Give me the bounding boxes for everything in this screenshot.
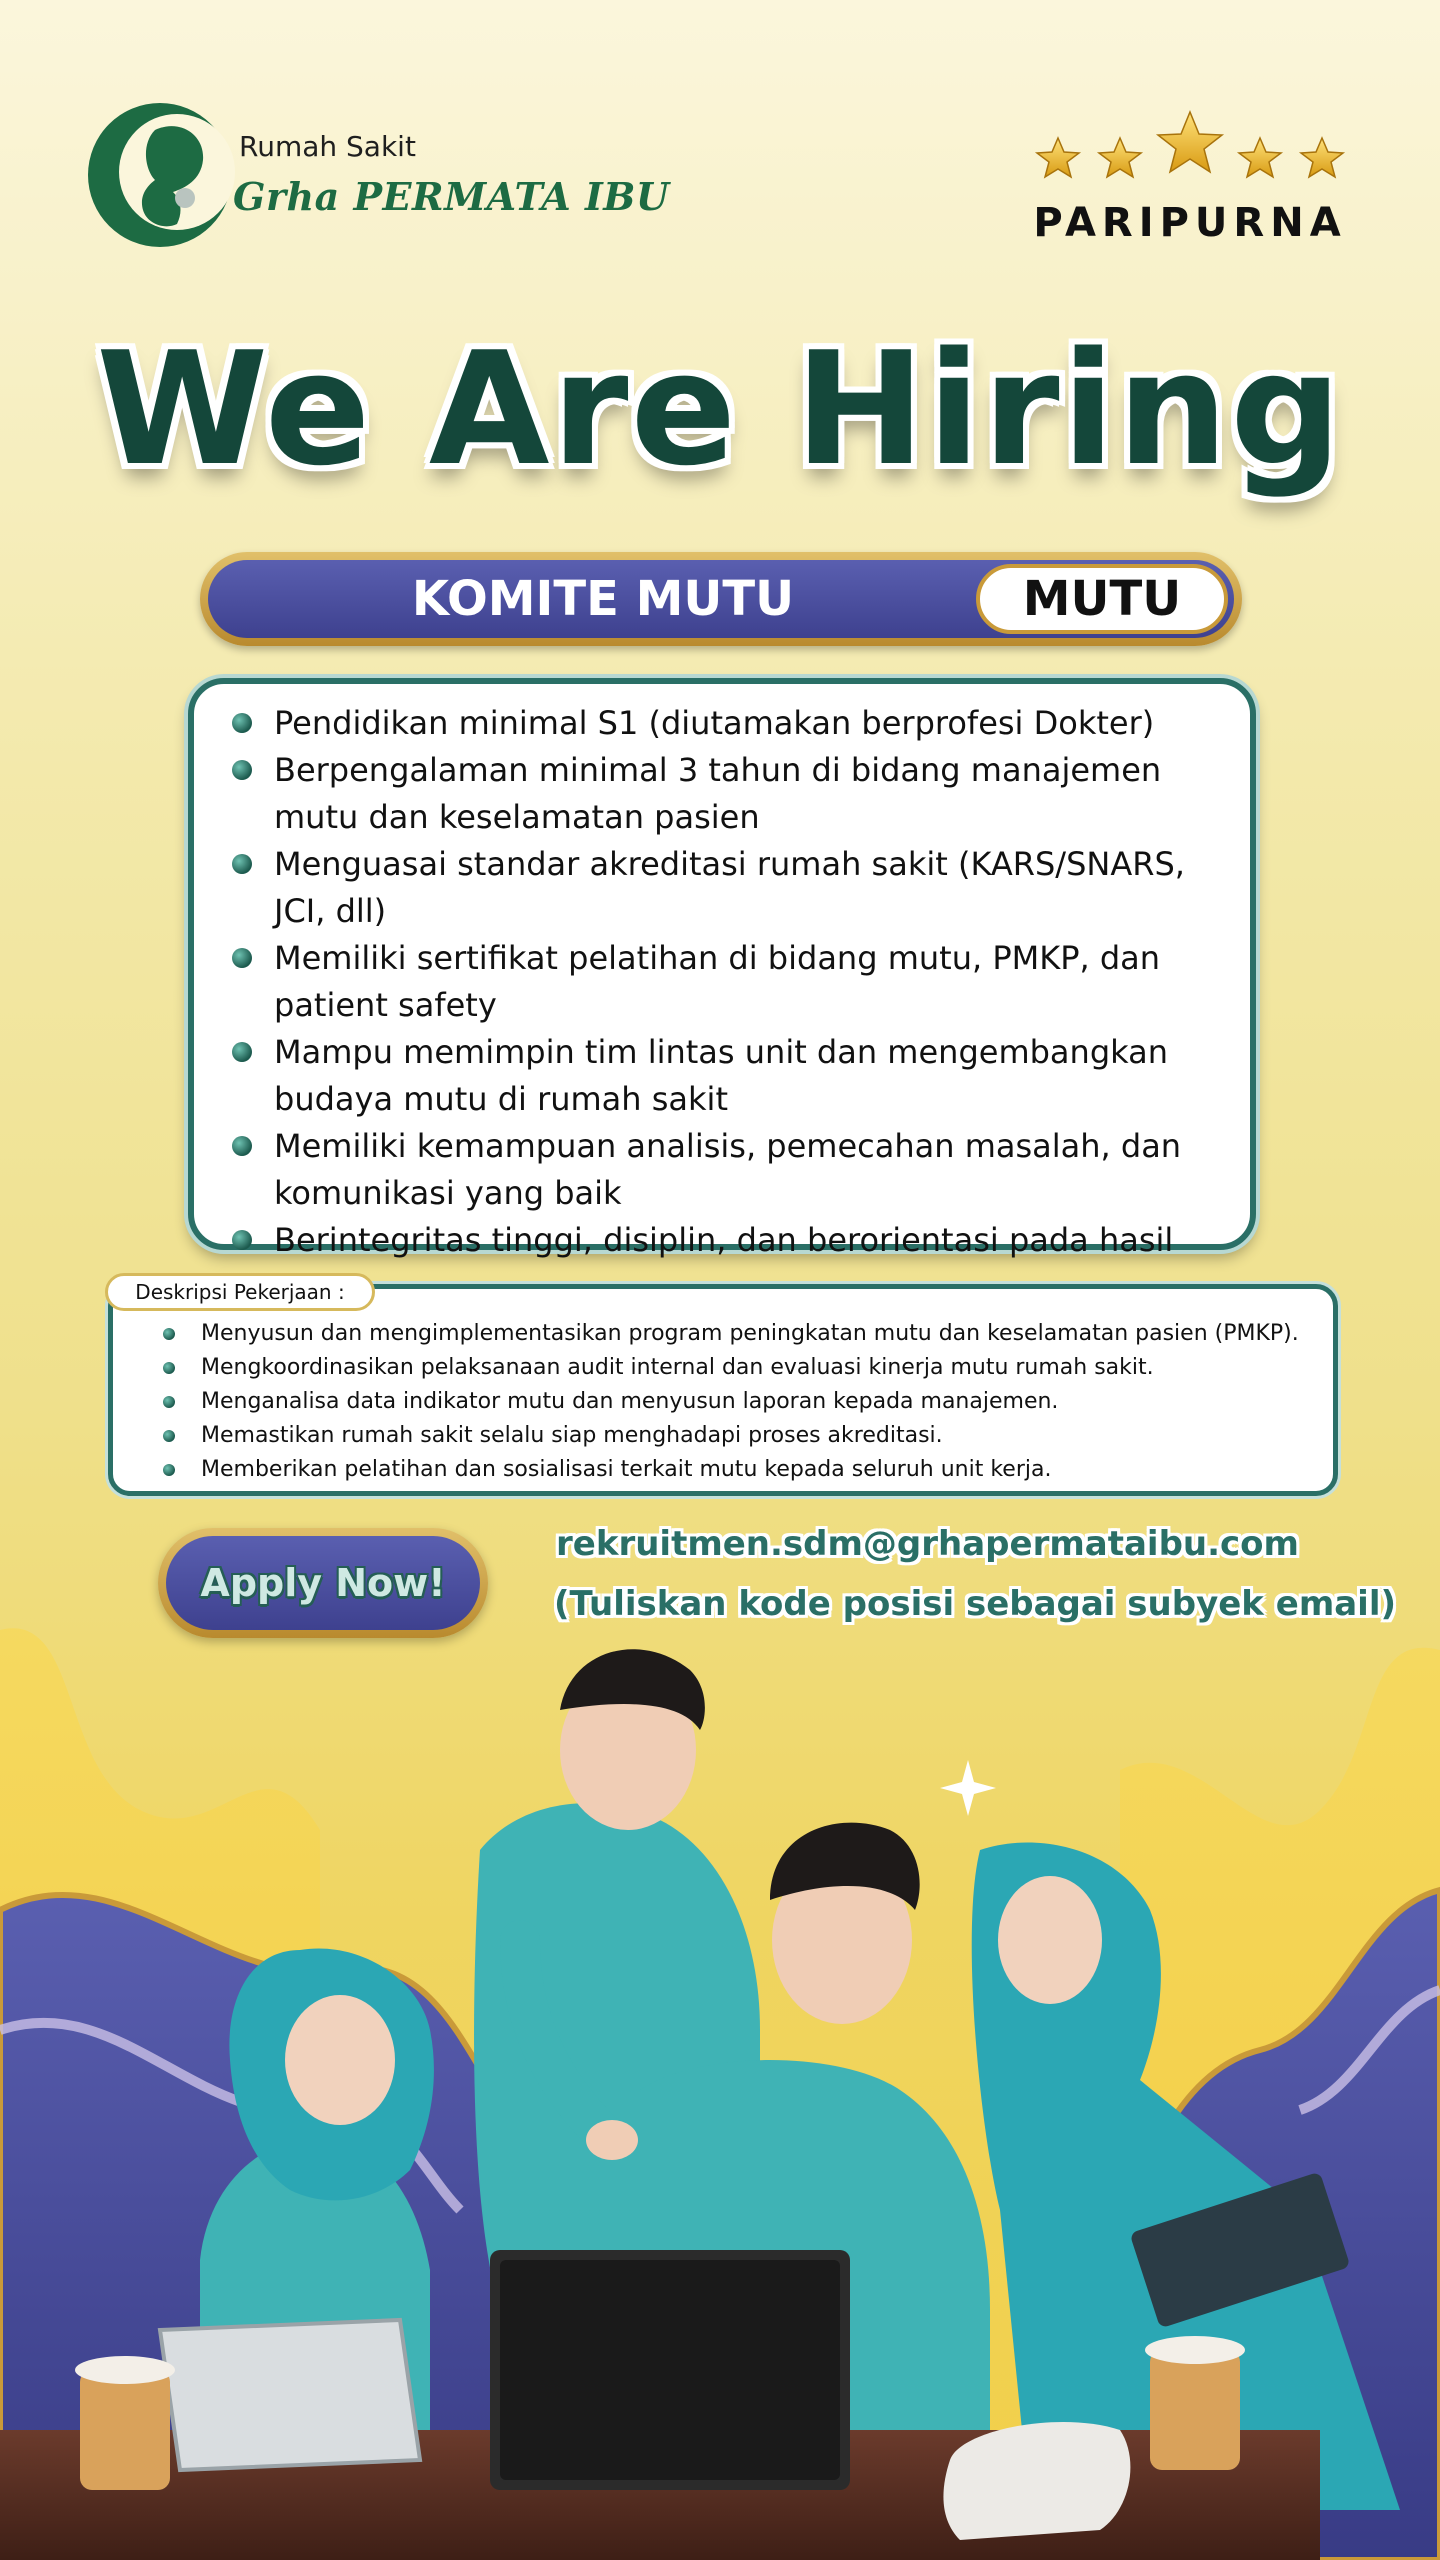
- star-icon: [1239, 138, 1281, 177]
- requirement-item: [232, 747, 1230, 841]
- position-code: MUTU: [976, 564, 1228, 634]
- star-icon: [1158, 112, 1222, 172]
- bullet-icon: [232, 760, 252, 780]
- position-banner: [200, 552, 1242, 646]
- bullet-icon: [232, 713, 252, 733]
- requirement-text: Menguasai standar akreditasi rumah sakit (KARS/SNARS, JCI, dll): [274, 845, 1185, 930]
- bullet-icon: [163, 1464, 175, 1476]
- laptop: [490, 2250, 850, 2490]
- job-description-text: Mengkoordinasikan pelaksanaan audit internal dan evaluasi kinerja mutu rumah sakit.: [201, 1355, 1154, 1380]
- requirement-item: [232, 1217, 1230, 1264]
- bullet-icon: [232, 1042, 252, 1062]
- requirement-item: [232, 935, 1230, 1029]
- job-description-item: [163, 1385, 1313, 1419]
- bullet-icon: [163, 1328, 175, 1340]
- bullet-icon: [163, 1362, 175, 1374]
- requirements-list: [232, 700, 1230, 1264]
- tablet: [160, 2320, 420, 2470]
- job-description-item: [163, 1317, 1313, 1351]
- hospital-logo: [85, 100, 685, 260]
- requirement-item: [232, 1123, 1230, 1217]
- headline-text: We Are Hiring: [96, 318, 1344, 500]
- contact-note: (Tuliskan kode posisi sebagai subyek email): [554, 1584, 1397, 1624]
- job-description-text: Memberikan pelatihan dan sosialisasi terkait mutu kepada seluruh unit kerja.: [201, 1457, 1052, 1482]
- bullet-icon: [232, 1136, 252, 1156]
- contact-email[interactable]: rekruitmen.sdm@grhapermataibu.com: [556, 1524, 1299, 1564]
- job-description-item: [163, 1419, 1313, 1453]
- position-title: KOMITE MUTU: [411, 571, 795, 627]
- requirement-text: Mampu memimpin tim lintas unit dan mengembangkan budaya mutu di rumah sakit: [274, 1033, 1168, 1118]
- cup-right: [1145, 2336, 1245, 2470]
- sparkle-icon: [940, 1760, 996, 1816]
- star-icon: [1099, 138, 1141, 177]
- stars-row: [1030, 108, 1350, 198]
- requirement-item: [232, 700, 1230, 747]
- requirement-text: Pendidikan minimal S1 (diutamakan berprofesi Dokter): [274, 704, 1155, 742]
- job-description-list: [163, 1317, 1313, 1487]
- team-photo: [0, 1610, 1440, 2560]
- apply-now-label[interactable]: Apply Now!: [166, 1536, 480, 1630]
- job-description-item: [163, 1453, 1313, 1487]
- job-description-item: [163, 1351, 1313, 1385]
- job-description-text: Memastikan rumah sakit selalu siap menghadapi proses akreditasi.: [201, 1423, 943, 1448]
- requirement-text: Berpengalaman minimal 3 tahun di bidang manajemen mutu dan keselamatan pasien: [274, 751, 1162, 836]
- accreditation-label: PARIPURNA: [1033, 200, 1347, 246]
- requirement-text: Memiliki sertifikat pelatihan di bidang mutu, PMKP, dan patient safety: [274, 939, 1161, 1024]
- star-icon: [1301, 138, 1343, 177]
- accreditation-badge: [1030, 108, 1350, 248]
- job-description-text: Menyusun dan mengimplementasikan program peningkatan mutu dan keselamatan pasien (PMKP).: [201, 1321, 1299, 1346]
- requirement-text: Memiliki kemampuan analisis, pemecahan masalah, dan komunikasi yang baik: [274, 1127, 1182, 1212]
- job-description-label: Deskripsi Pekerjaan :: [105, 1273, 375, 1311]
- position-banner-fill: [208, 560, 1234, 638]
- logo-name: Grha PERMATA IBU: [233, 174, 670, 219]
- requirement-item: [232, 841, 1230, 935]
- cup-left: [75, 2356, 175, 2490]
- star-icon: [1037, 138, 1079, 177]
- job-description-card: [108, 1280, 1338, 1496]
- headline: [0, 318, 1440, 500]
- bullet-icon: [232, 1230, 252, 1250]
- bullet-icon: [163, 1396, 175, 1408]
- logo-subtitle: Rumah Sakit: [239, 130, 416, 163]
- requirements-card: [188, 678, 1256, 1259]
- bullet-icon: [232, 854, 252, 874]
- logo-mark-icon: [85, 100, 235, 250]
- requirement-item: [232, 1029, 1230, 1123]
- bullet-icon: [232, 948, 252, 968]
- requirement-text: Berintegritas tinggi, disiplin, dan berorientasi pada hasil: [274, 1221, 1174, 1259]
- bullet-icon: [163, 1430, 175, 1442]
- job-description-text: Menganalisa data indikator mutu dan menyusun laporan kepada manajemen.: [201, 1389, 1059, 1414]
